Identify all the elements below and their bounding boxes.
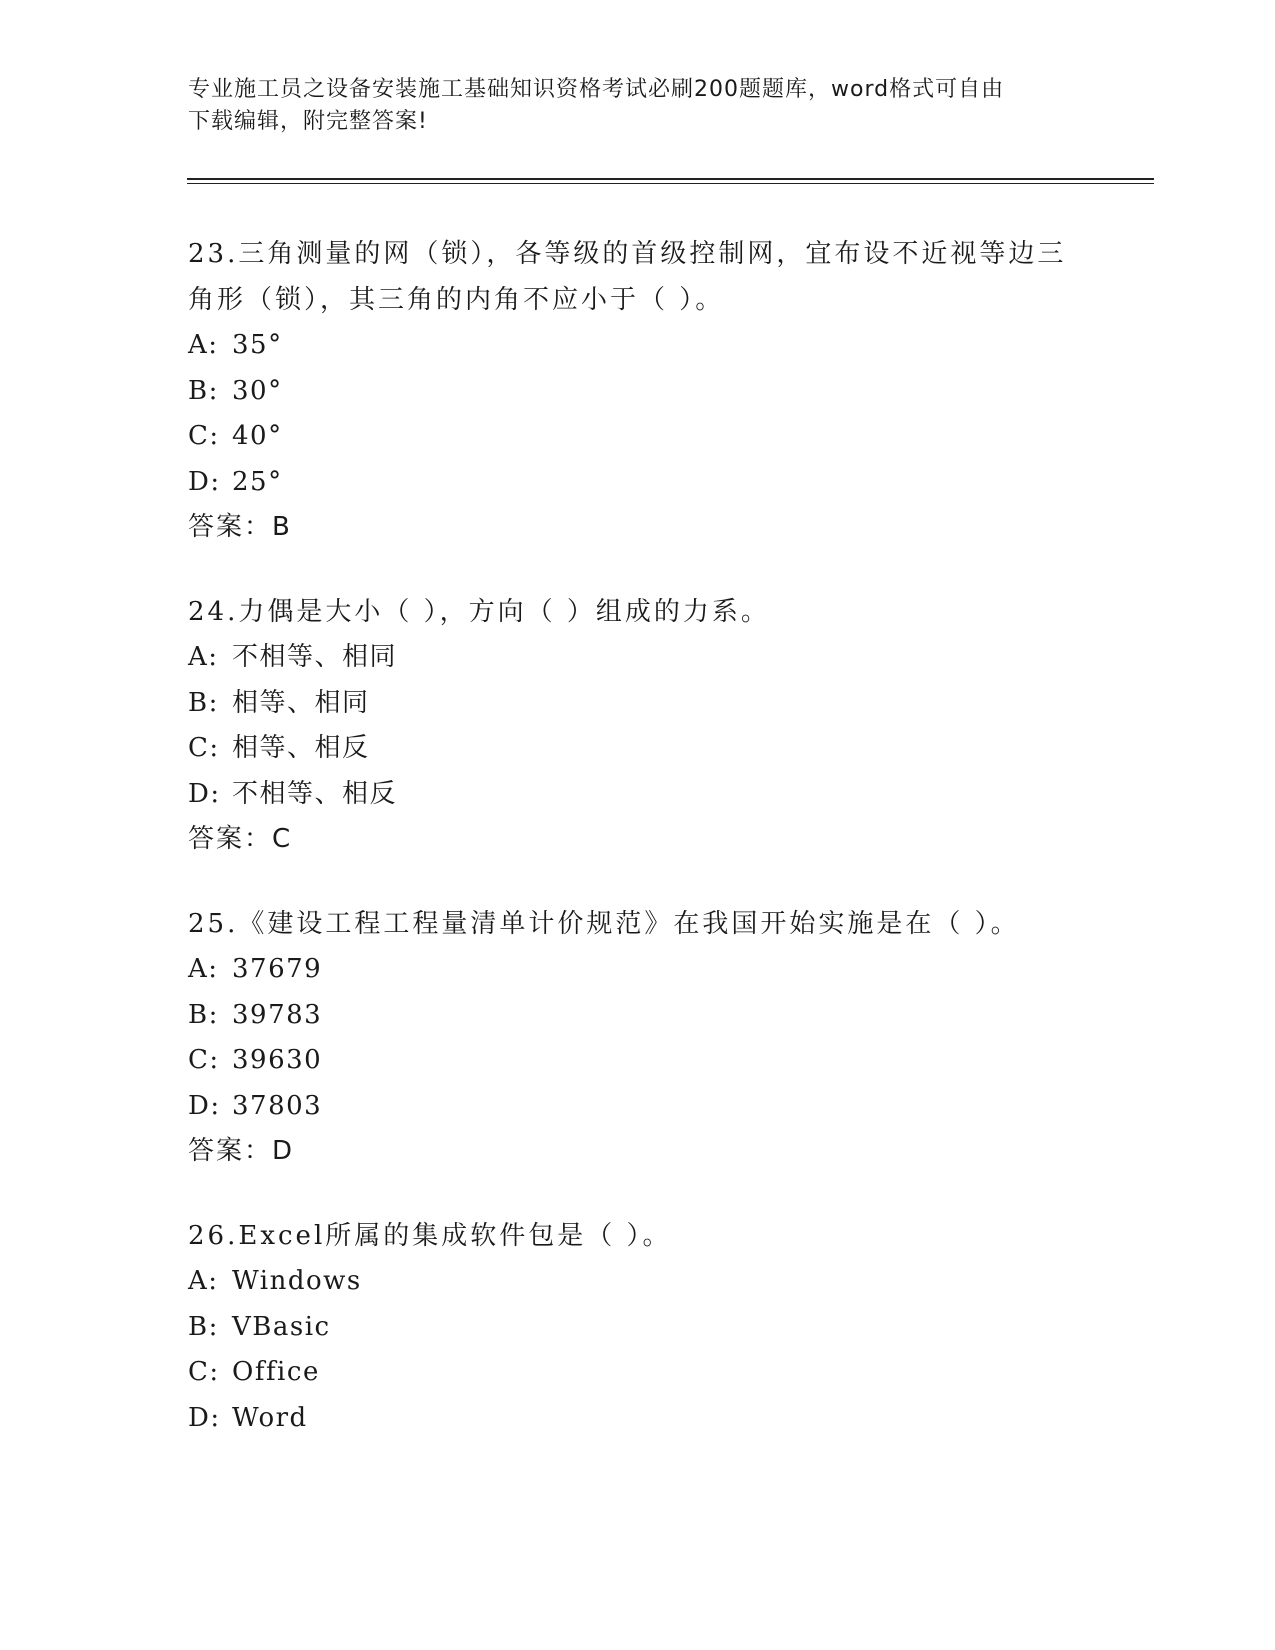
option-d [188,460,1108,506]
question-25 [188,902,1108,1175]
option-a [188,635,1108,681]
answer-line: 答案：C [188,824,293,854]
question-26 [188,1214,1108,1442]
option-text: 不相等、相反 [232,778,398,809]
option-b [188,681,1108,727]
option-text: 不相等、相同 [232,642,398,672]
option-label: B: [188,1311,219,1342]
option-text: Office [232,1357,320,1387]
option-text: 39630 [232,1045,323,1075]
header-line-1: 专业施工员之设备安装施工基础知识资格考试必刷200题题库，word格式可自由 [188,77,1005,102]
option-text: 25° [232,466,283,497]
option-label: D: [188,466,221,497]
option-label: B: [188,687,219,718]
question-list [188,232,1108,1480]
option-label: C: [188,733,220,763]
option-a [188,947,1108,993]
option-text: 30° [232,375,283,406]
option-label: C: [188,1357,220,1387]
header-divider [187,178,1154,180]
question-23 [188,232,1108,551]
option-label: A: [188,1266,219,1296]
option-label: D: [188,1090,221,1121]
option-label: C: [188,421,220,451]
option-label: A: [188,642,219,672]
option-label: A: [188,954,219,984]
question-stem: 23.三角测量的网（锁），各等级的首级控制网，宜布设不近视等边三 [188,239,1067,269]
option-c [188,726,1108,772]
option-label: D: [188,778,221,809]
option-d [188,1396,1108,1442]
option-text: 40° [232,421,283,451]
option-text: VBasic [232,1311,331,1342]
option-text: 相等、相同 [232,687,370,718]
option-label: B: [188,999,219,1030]
option-b [188,369,1108,415]
option-d [188,772,1108,818]
answer-line: 答案：D [188,1136,295,1166]
option-text: 39783 [232,999,323,1030]
option-label: D: [188,1402,221,1433]
option-c [188,414,1108,460]
option-c [188,1038,1108,1084]
option-text: Word [232,1402,308,1433]
answer-line: 答案：B [188,512,292,542]
option-a [188,1259,1108,1305]
option-text: 35° [232,330,283,360]
question-stem: 26.Excel所属的集成软件包是（ ）。 [188,1220,672,1251]
option-label: A: [188,330,219,360]
question-stem: 25.《建设工程工程量清单计价规范》在我国开始实施是在（ ）。 [188,908,1020,939]
option-text: Windows [232,1266,362,1296]
question-stem: 24.力偶是大小（ ），方向（ ）组成的力系。 [188,596,770,627]
option-text: 37803 [232,1090,323,1121]
option-text: 相等、相反 [232,733,370,763]
option-b [188,1305,1108,1351]
header-divider-thin [187,183,1154,184]
option-label: C: [188,1045,220,1075]
option-d [188,1084,1108,1130]
document-header [188,74,1088,138]
option-text: 37679 [232,954,323,984]
question-24 [188,590,1108,863]
option-c [188,1350,1108,1396]
header-line-2: 下载编辑，附完整答案! [188,109,428,134]
option-a [188,323,1108,369]
question-stem-continued: 角形（锁），其三角的内角不应小于（ ）。 [188,284,725,315]
option-label: B: [188,375,219,406]
option-b [188,993,1108,1039]
